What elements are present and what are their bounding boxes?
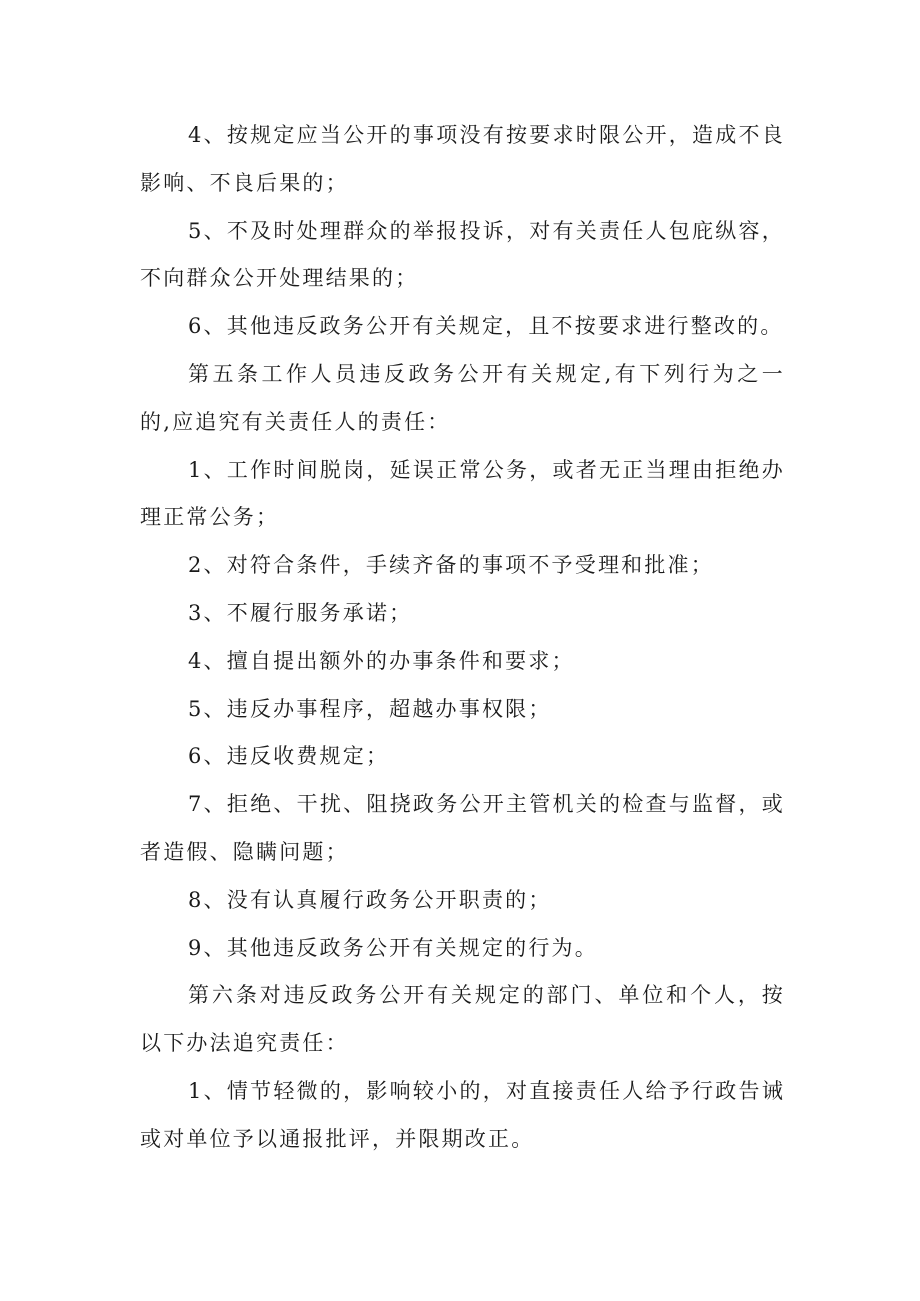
- paragraph-article-5-item-4: 4、擅自提出额外的办事条件和要求；: [188, 648, 575, 673]
- paragraph-article-5-item-6: 6、违反收费规定；: [188, 744, 390, 769]
- paragraph-article-5-item-3: 3、不履行服务承诺；: [188, 600, 413, 625]
- paragraph-article-5-item-8: 8、没有认真履行政务公开职责的；: [188, 887, 552, 912]
- paragraph-clause-4-1: 4、按规定应当公开的事项没有按要求时限公开，造成不良影响、不良后果的；: [140, 123, 785, 195]
- paragraph-article-6-item-1: 1、情节轻微的，影响较小的，对直接责任人给予行政告诫或对单位予以通报批评，并限期改正。: [140, 1078, 785, 1151]
- paragraph-article-5-item-2: 2、对符合条件，手续齐备的事项不予受理和批准；: [188, 553, 714, 578]
- paragraph-article-5-item-1: 1、工作时间脱岗，延误正常公务，或者无正当理由拒绝办理正常公务；: [140, 457, 785, 530]
- paragraph-article-5-item-7: 7、拒绝、干扰、阻挠政务公开主管机关的检查与监督，或者造假、隐瞒问题；: [140, 792, 785, 864]
- document-body: [140, 112, 785, 1164]
- paragraph-article-5-item-5: 5、违反办事程序，超越办事权限；: [188, 696, 552, 721]
- paragraph-article-6: 第六条对违反政务公开有关规定的部门、单位和个人，按以下办法追究责任：: [140, 983, 785, 1056]
- paragraph-article-5-item-9: 9、其他违反政务公开有关规定的行为。: [188, 935, 598, 960]
- paragraph-article-5: 第五条工作人员违反政务公开有关规定,有下列行为之一的,应追究有关责任人的责任：: [140, 361, 785, 434]
- paragraph-clause-4-3: 6、其他违反政务公开有关规定，且不按要求进行整改的。: [188, 314, 784, 339]
- paragraph-clause-4-2: 5、不及时处理群众的举报投诉，对有关责任人包庇纵容，不向群众公开处理结果的；: [140, 218, 785, 291]
